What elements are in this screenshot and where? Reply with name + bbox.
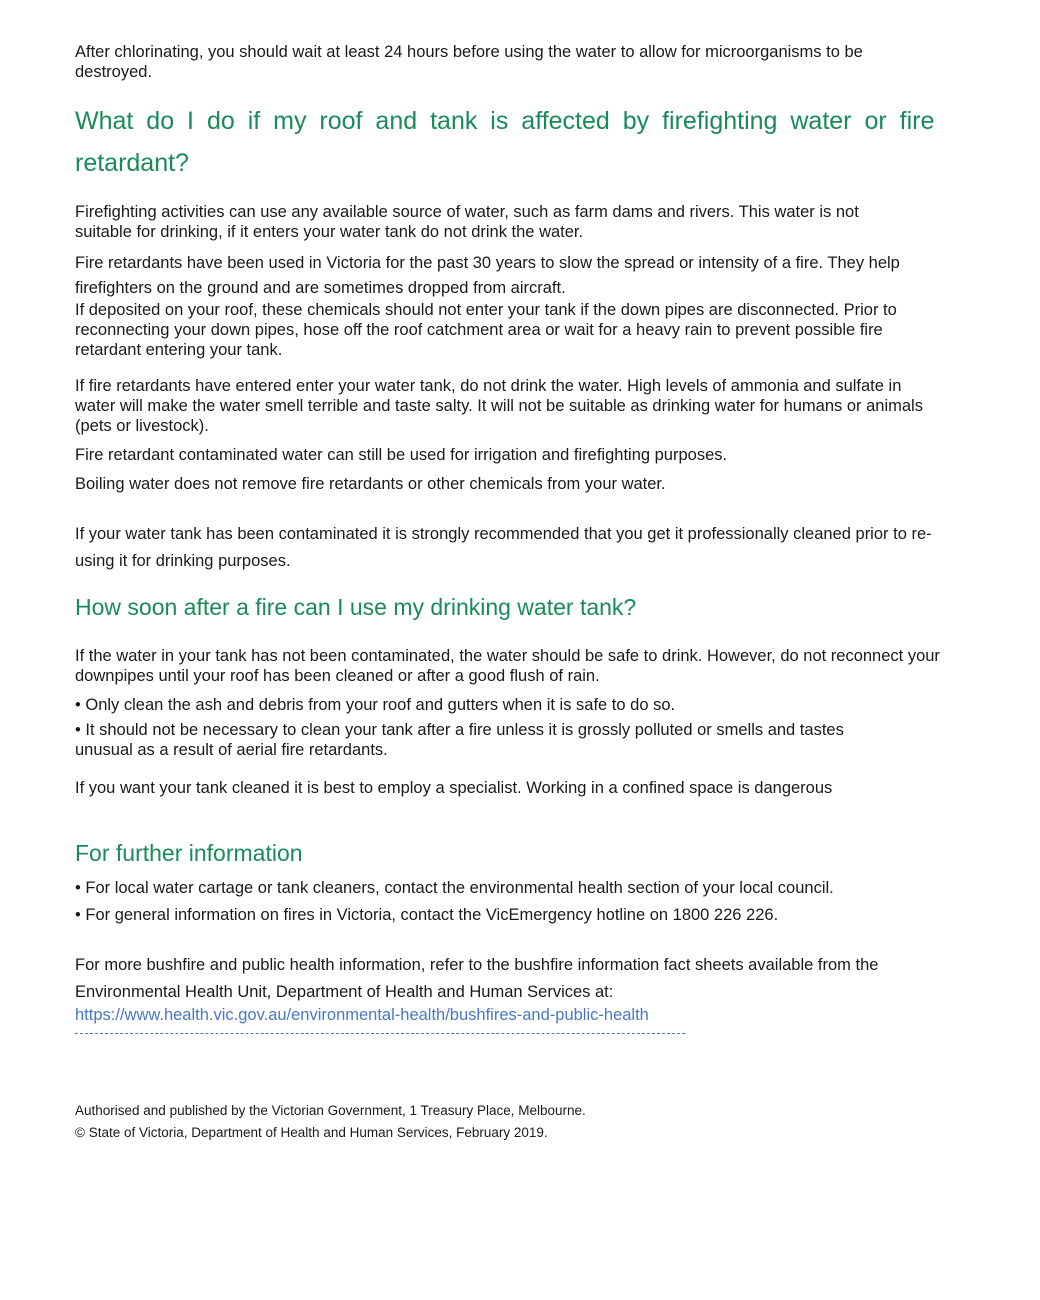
heading-further-information: For further information: [75, 840, 303, 866]
bushfire-info-link[interactable]: https://www.health.vic.gov.au/environmental-health/bushfires-and-public-health: [75, 1006, 649, 1024]
retardant-paragraph-1: Firefighting activities can use any available source of water, such as farm dams and rivers. This water is not suitable for drinking, if it enters your water tank do not drink the water.: [75, 203, 859, 241]
further-bullet-1: • For local water cartage or tank cleaners, contact the environmental health section of your local council.: [75, 879, 834, 897]
further-bullet-2: • For general information on fires in Victoria, contact the VicEmergency hotline on 1800 226 226.: [75, 906, 779, 924]
retardant-paragraph-4: If fire retardants have entered enter your water tank, do not drink the water. High levels of ammonia and sulfate in water will make the water smell terrible and taste salty. It will not be suitable as drinking water for humans or animals (pets or livestock).: [75, 377, 923, 435]
how-soon-paragraph-2: If you want your tank cleaned it is best to employ a specialist. Working in a confined space is dangerous: [75, 779, 833, 797]
further-paragraph: For more bushfire and public health information, refer to the bushfire information fact sheets available from the Environmental Health Unit, Department of Health and Human Services at:: [75, 956, 879, 1001]
heading-how-soon: How soon after a fire can I use my drinking water tank?: [75, 594, 637, 620]
link-underline-rule: [75, 1033, 685, 1034]
retardant-paragraph-5: Fire retardant contaminated water can still be used for irrigation and firefighting purposes.: [75, 446, 728, 464]
how-soon-bullet-1: • Only clean the ash and debris from your roof and gutters when it is safe to do so.: [75, 696, 676, 714]
retardant-paragraph-6: Boiling water does not remove fire retardants or other chemicals from your water.: [75, 475, 666, 493]
how-soon-paragraph-1: If the water in your tank has not been contaminated, the water should be safe to drink. However, do not reconnect your downpipes until your roof has been cleaned or after a good flush of rain.: [75, 647, 940, 685]
chlorinating-paragraph: After chlorinating, you should wait at least 24 hours before using the water to allow for microorganisms to be destroyed.: [75, 43, 863, 81]
retardant-paragraph-2: Fire retardants have been used in Victoria for the past 30 years to slow the spread or intensity of a fire. They help firefighters on the ground and are sometimes dropped from aircraft.: [75, 254, 900, 297]
how-soon-bullet-2: • It should not be necessary to clean your tank after a fire unless it is grossly polluted or smells and tastes unusual as a result of aerial fire retardants.: [75, 721, 844, 759]
retardant-paragraph-7: If your water tank has been contaminated it is strongly recommended that you get it professionally cleaned prior to re-using it for drinking purposes.: [75, 525, 932, 570]
heading-retardant: What do I do if my roof and tank is affected by firefighting water or fire retardant?: [75, 107, 935, 177]
retardant-paragraph-3: If deposited on your roof, these chemicals should not enter your tank if the down pipes are disconnected. Prior to reconnecting your down pipes, hose off the roof catchment area or wait for a heavy rain to prevent possible fire retardant entering your tank.: [75, 301, 897, 359]
footer-authorised: Authorised and published by the Victorian Government, 1 Treasury Place, Melbourne.: [75, 1103, 586, 1118]
footer-copyright: © State of Victoria, Department of Health and Human Services, February 2019.: [75, 1125, 548, 1140]
